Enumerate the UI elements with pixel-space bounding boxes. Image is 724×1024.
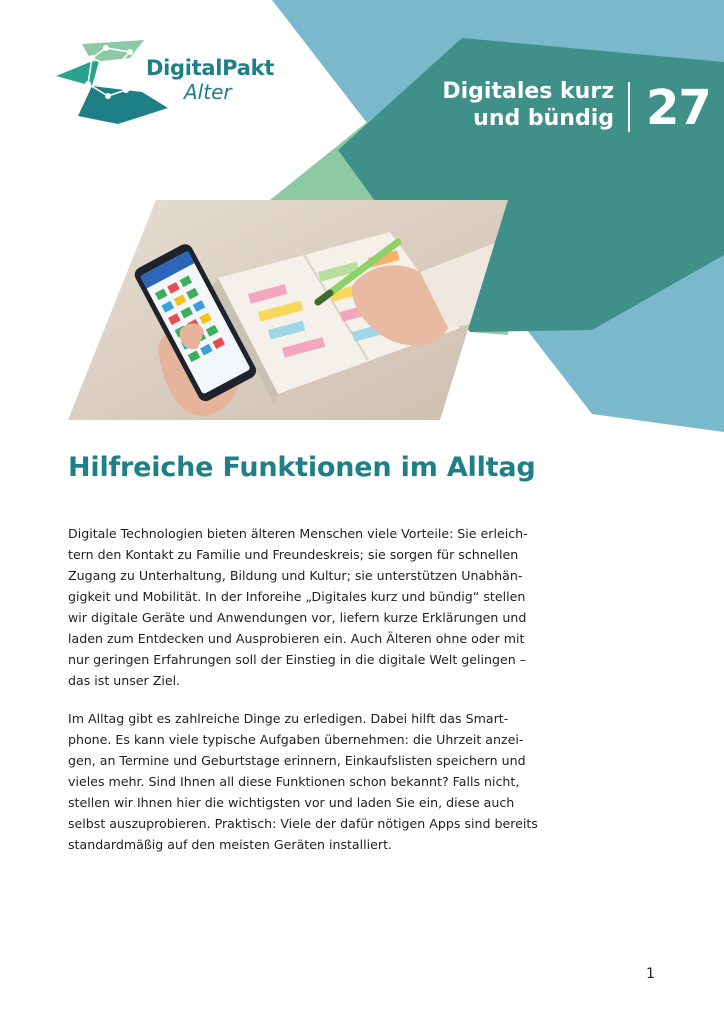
intro-paragraph: Digitale Technologien bieten älteren Menschen viele Vorteile: Sie erleichtern den Kontakt zu Familie und Freundeskreis; sie sorgen für schnellen Zugang zu Unterhaltung, Bildung und Kultur; sie unterstützen Unabhängigkeit und Mobilität. In der Inforeihe „Digitales kurz und bündig“ stellen wir digitale Geräte und Anwendungen vor, liefern kurze Erklärungen und laden zum Entdecken und Ausprobieren ein. Auch Älteren ohne oder mit nur geringen Erfahrungen soll der Einstieg in die digitale Welt gelingen – das ist unser Ziel. (68, 526, 528, 688)
body-paragraph: Im Alltag gibt es zahlreiche Dinge zu erledigen. Dabei hilft das Smartphone. Es kann viele typische Aufgaben übernehmen: die Uhrzeit anzeigen, an Termine und Geburtstage erinnern, Einkaufslisten speichern und vieles mehr. Sind Ihnen all diese Funktionen schon bekannt? Falls nicht, stellen wir Ihnen hier die wichtigsten vor und laden Sie ein, diese auch selbst auszuprobieren. Praktisch: Viele der dafür nötigen Apps sind bereits standardmäßig auf den meisten Geräten installiert. (68, 711, 538, 852)
issue-number: 27 (646, 80, 711, 136)
series-title-line-2: und bündig (473, 106, 614, 131)
series-title (374, 78, 614, 132)
series-divider (628, 82, 630, 132)
logo-title: DigitalPakt (146, 56, 274, 80)
logo-subtitle: Alter (184, 80, 232, 104)
hero-photo (68, 198, 508, 420)
page-number: 1 (646, 966, 655, 982)
digitalpakt-logo (52, 38, 282, 128)
logo-mark-icon (52, 38, 172, 128)
page-heading: Hilfreiche Funktionen im Alltag (68, 452, 536, 483)
series-title-line-1: Digitales kurz (442, 79, 614, 104)
